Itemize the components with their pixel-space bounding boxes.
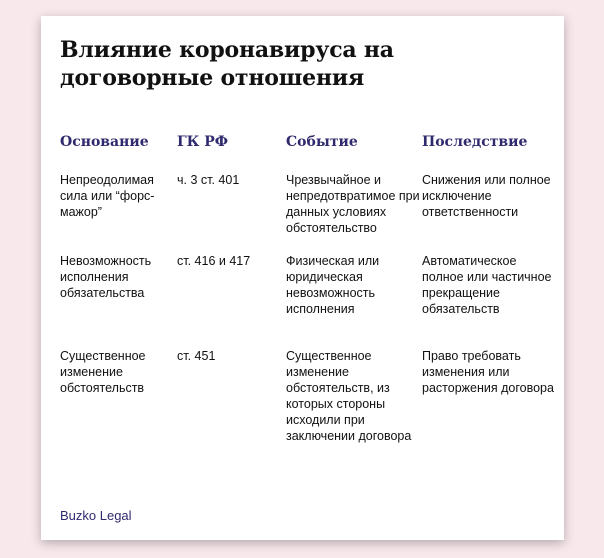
row-1-article: ч. 3 ст. 401 <box>177 173 240 187</box>
row-1-event: Чрезвычайное и непредотвратимое при данных условиях обстоятельство <box>286 173 420 235</box>
row-2-consequence: Автоматическое полное или частичное прекращение обязательств <box>422 254 552 316</box>
column-header-consequence: Последствие <box>422 134 528 150</box>
row-3-basis: Существенное изменение обстоятельств <box>60 349 146 395</box>
row-1-consequence: Снижения или полное исключение ответственности <box>422 173 551 219</box>
row-3-event: Существенное изменение обстоятельств, из которых стороны исходили при заключении договора <box>286 349 412 443</box>
column-header-event: Событие <box>286 134 358 150</box>
row-2-event: Физическая или юридическая невозможность исполнения <box>286 254 380 316</box>
row-3-article: ст. 451 <box>177 349 216 363</box>
page-title: Влияние коронавируса на договорные отношения <box>60 37 394 91</box>
column-header-civil-code: ГК РФ <box>177 134 229 150</box>
row-2-article: ст. 416 и 417 <box>177 254 251 268</box>
row-3-consequence: Право требовать изменения или расторжения договора <box>422 349 554 395</box>
document-card <box>41 16 564 540</box>
footer-brand: Buzko Legal <box>60 508 132 523</box>
row-2-basis: Невозможность исполнения обязательства <box>60 254 152 300</box>
column-header-basis: Основание <box>60 134 149 150</box>
row-1-basis: Непреодолимая сила или “форс-мажор” <box>60 173 155 219</box>
comparison-table <box>41 16 564 540</box>
